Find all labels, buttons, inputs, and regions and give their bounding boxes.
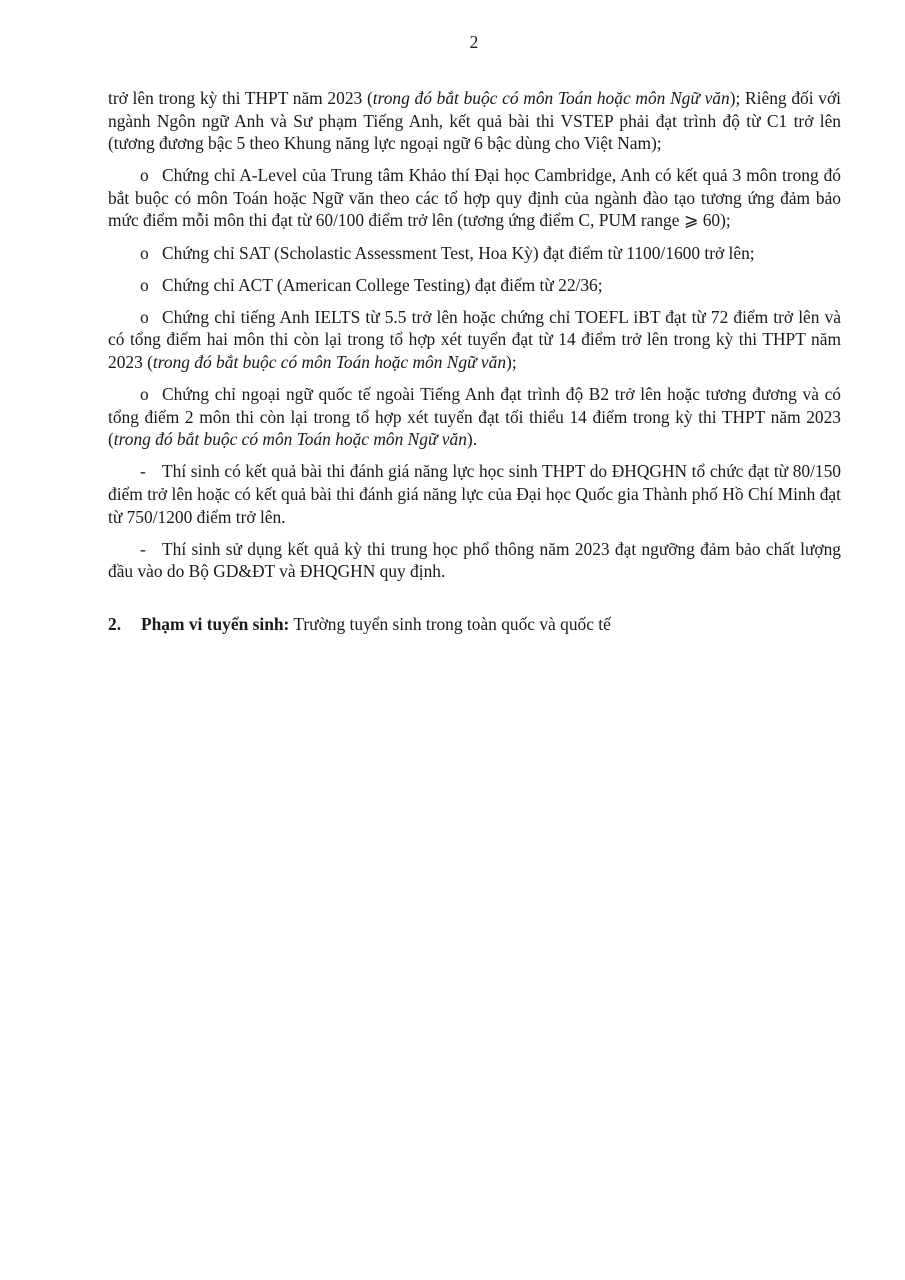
bullet-a-level-text: Chứng chỉ A-Level của Trung tâm Khảo thí Đại học Cambridge, Anh có kết quả 3 môn trong đó bắt buộc có môn Toán hoặc Ngữ văn theo các tổ hợp quy định của ngành đào tạo tương ứng đảm bảo mức điểm mỗi môn thi đạt từ 60/100 điểm trở lên (tương ứng điểm C, PUM range ⩾ 60); — [108, 165, 841, 231]
bullet-ielts — [108, 306, 841, 374]
section-2-title: Phạm vi tuyển sinh: — [141, 613, 290, 634]
section-2-text: Trường tuyển sinh trong toàn quốc và quốc tế — [289, 613, 611, 634]
bullet-circle: o — [140, 242, 149, 263]
dash-marker: - — [140, 461, 146, 482]
paragraph-1-italic: trong đó bắt buộc có môn Toán hoặc môn Ngữ văn — [372, 88, 730, 108]
bullet-foreign-language-italic: trong đó bắt buộc có môn Toán hoặc môn Ngữ văn — [113, 429, 467, 450]
bullet-sat — [108, 242, 841, 265]
bullet-sat-text: Chứng chỉ SAT (Scholastic Assessment Test, Hoa Kỳ) đạt điểm từ 1100/1600 trở lên; — [162, 242, 755, 263]
dash-marker: - — [140, 538, 146, 559]
bullet-circle: o — [140, 165, 149, 186]
section-2-number: 2. — [108, 613, 122, 634]
dash-item-assessment-text: Thí sinh có kết quả bài thi đánh giá năng lực học sinh THPT do ĐHQGHN tổ chức đạt từ 80/150 điểm trở lên hoặc có kết quả bài thi đánh giá năng lực của Đại học Quốc gia Thành phố Hồ Chí Minh đạt từ 750/1200 điểm trở lên. — [108, 461, 841, 527]
bullet-circle: o — [140, 384, 149, 405]
section-2-heading — [108, 613, 841, 636]
bullet-act-text: Chứng chỉ ACT (American College Testing) đạt điểm từ 22/36; — [162, 274, 603, 295]
dash-item-threshold — [108, 538, 841, 583]
dash-item-threshold-text: Thí sinh sử dụng kết quả kỳ thi trung học phổ thông năm 2023 đạt ngưỡng đảm bảo chất lượng đầu vào do Bộ GD&ĐT và ĐHQGHN quy định. — [108, 538, 841, 582]
bullet-foreign-language — [108, 383, 841, 451]
bullet-ielts-italic: trong đó bắt buộc có môn Toán hoặc môn Ngữ văn — [152, 351, 507, 372]
paragraph-1 — [108, 87, 841, 155]
document-body — [108, 87, 841, 645]
bullet-foreign-language-text: Chứng chỉ ngoại ngữ quốc tế ngoài Tiếng Anh đạt trình độ B2 trở lên hoặc tương đương và có tổng điểm 2 môn thi còn lại trong tổ hợp xét tuyển đạt tối thiểu 14 điểm trong kỳ thi THPT năm 2023 ( — [108, 384, 841, 450]
page-number: 2 — [469, 32, 479, 52]
dash-item-assessment — [108, 460, 841, 528]
bullet-ielts-text: Chứng chỉ tiếng Anh IELTS từ 5.5 trở lên hoặc chứng chỉ TOEFL iBT đạt từ 72 điểm trở lên và có tổng điểm hai môn thi còn lại trong tổ hợp xét tuyển đạt từ 14 điểm trở lên trong kỳ thi THPT năm 2023 ( — [108, 306, 841, 372]
bullet-act — [108, 274, 841, 297]
paragraph-1-text-a: trở lên trong kỳ thi THPT năm 2023 ( — [108, 88, 373, 108]
bullet-a-level — [108, 164, 841, 232]
bullet-circle: o — [140, 274, 149, 295]
bullet-foreign-language-tail: ). — [466, 429, 478, 450]
bullet-ielts-tail: ); — [506, 351, 517, 372]
bullet-circle: o — [140, 306, 149, 327]
paragraph-1-text-b: ); Riêng đối với ngành Ngôn ngữ Anh và Sư phạm Tiếng Anh, kết quả bài thi VSTEP phải đạt trình độ từ C1 trở lên (tương đương bậc 5 theo Khung năng lực ngoại ngữ 6 bậc dùng cho Việt Nam); — [108, 88, 842, 154]
